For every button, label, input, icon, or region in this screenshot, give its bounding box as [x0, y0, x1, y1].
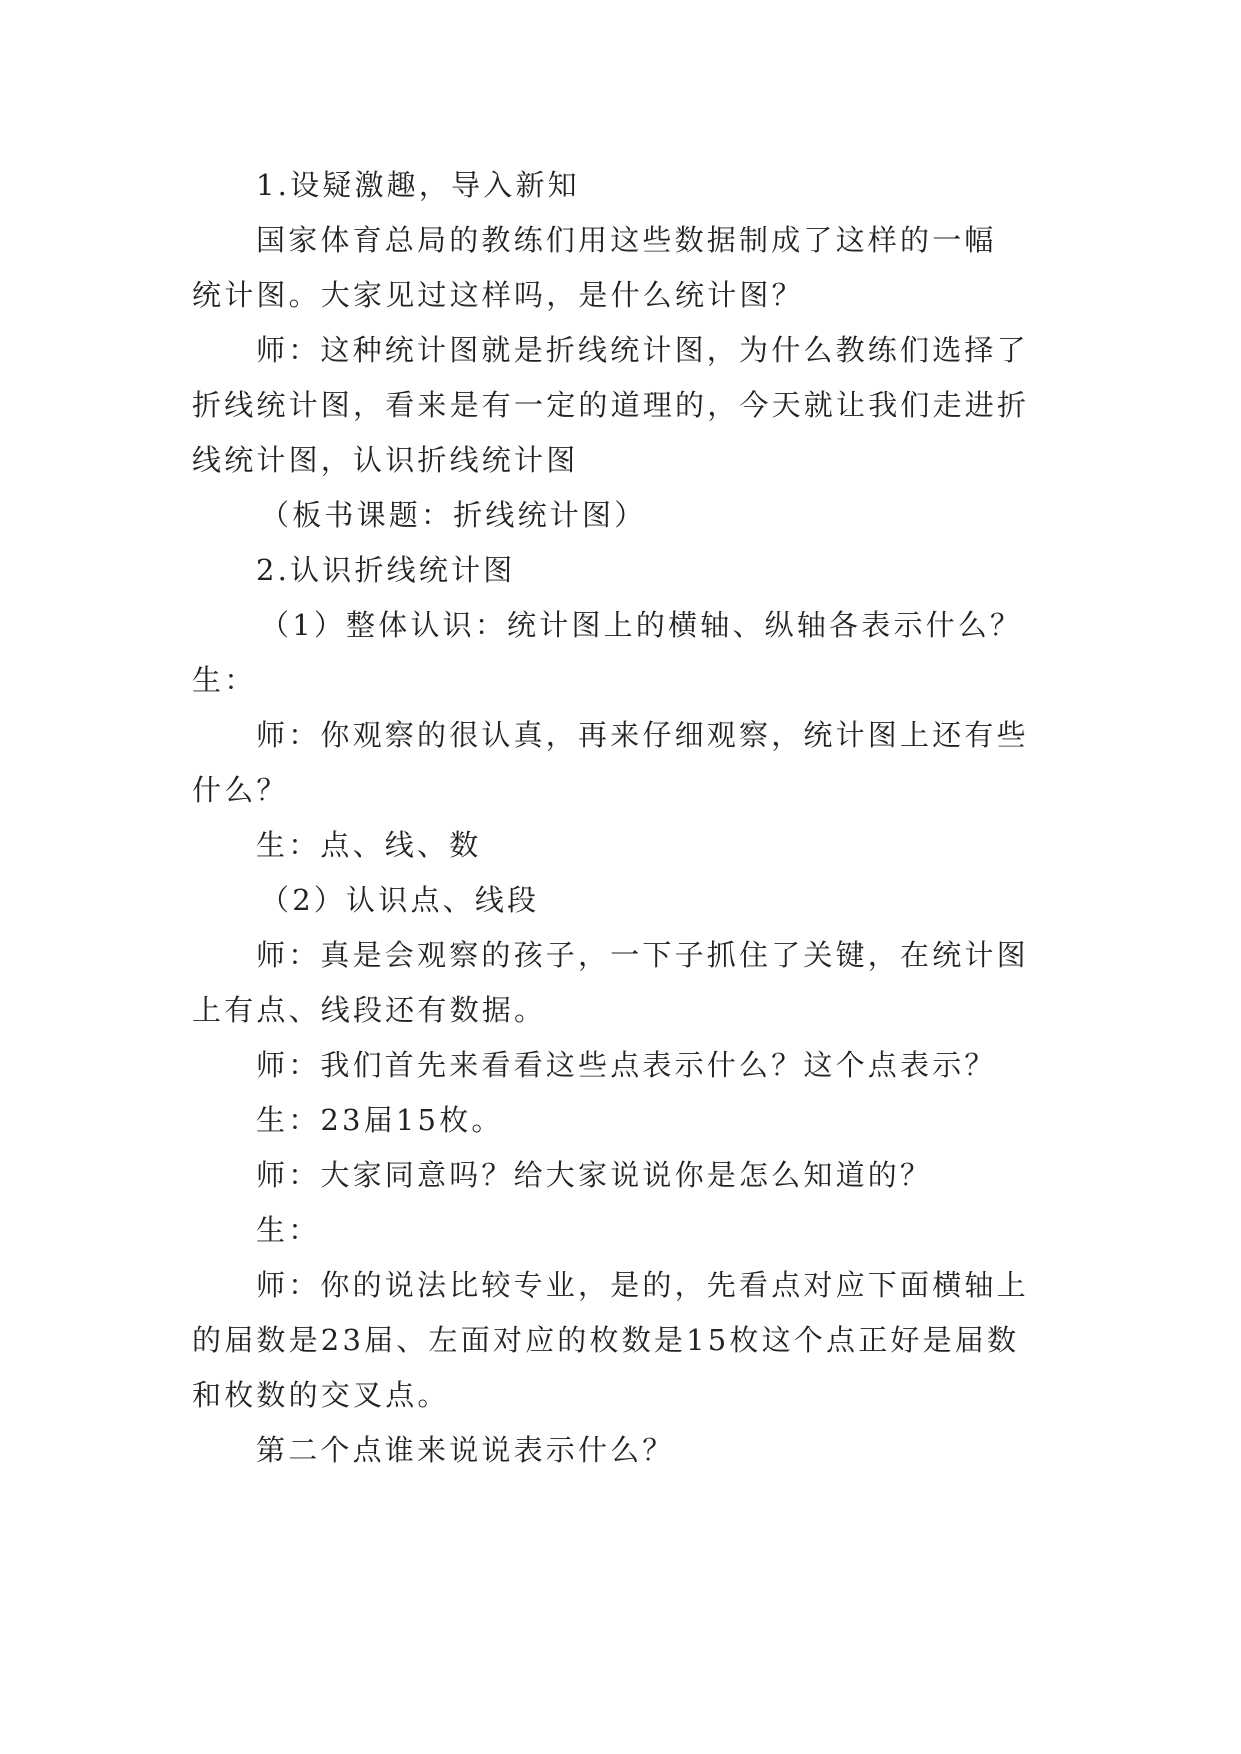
- paragraph-line: 国家体育总局的教练们用这些数据制成了这样的一幅: [256, 223, 997, 257]
- paragraph-line: （板书课题：折线统计图）: [260, 498, 647, 532]
- paragraph-line: 什么？: [192, 773, 289, 807]
- paragraph-line: 生：点、线、数: [256, 828, 482, 862]
- paragraph-line: 和枚数的交叉点。: [192, 1378, 450, 1412]
- paragraph-line: 生：: [192, 663, 257, 697]
- heading-understand-chart: 2.认识折线统计图: [256, 553, 516, 587]
- heading-intro: 1.设疑激趣，导入新知: [256, 168, 580, 202]
- paragraph-line: 师：你观察的很认真，再来仔细观察，统计图上还有些: [256, 718, 1029, 752]
- paragraph-line: 生：: [256, 1213, 321, 1247]
- paragraph-line: 师：大家同意吗？给大家说说你是怎么知道的？: [256, 1158, 933, 1192]
- paragraph-line: 师：我们首先来看看这些点表示什么？这个点表示？: [256, 1048, 997, 1082]
- paragraph-line: 师：这种统计图就是折线统计图，为什么教练们选择了: [256, 333, 1029, 367]
- paragraph-line: 上有点、线段还有数据。: [192, 993, 547, 1027]
- paragraph-line: 折线统计图，看来是有一定的道理的，今天就让我们走进折: [192, 388, 1030, 422]
- paragraph-line: 师：真是会观察的孩子，一下子抓住了关键，在统计图: [256, 938, 1029, 972]
- paragraph-line: 第二个点谁来说说表示什么？: [256, 1433, 675, 1467]
- paragraph-line: 师：你的说法比较专业，是的，先看点对应下面横轴上: [256, 1268, 1029, 1302]
- paragraph-line: 线统计图，认识折线统计图: [192, 443, 579, 477]
- paragraph-line: 的届数是23届、左面对应的枚数是15枚这个点正好是届数: [192, 1323, 1020, 1357]
- paragraph-line: 统计图。大家见过这样吗，是什么统计图？: [192, 278, 804, 312]
- subheading-overall: （1）整体认识：统计图上的横轴、纵轴各表示什么？: [260, 608, 1023, 642]
- subheading-points-segments: （2）认识点、线段: [260, 883, 540, 917]
- paragraph-line: 生：23届15枚。: [256, 1103, 504, 1137]
